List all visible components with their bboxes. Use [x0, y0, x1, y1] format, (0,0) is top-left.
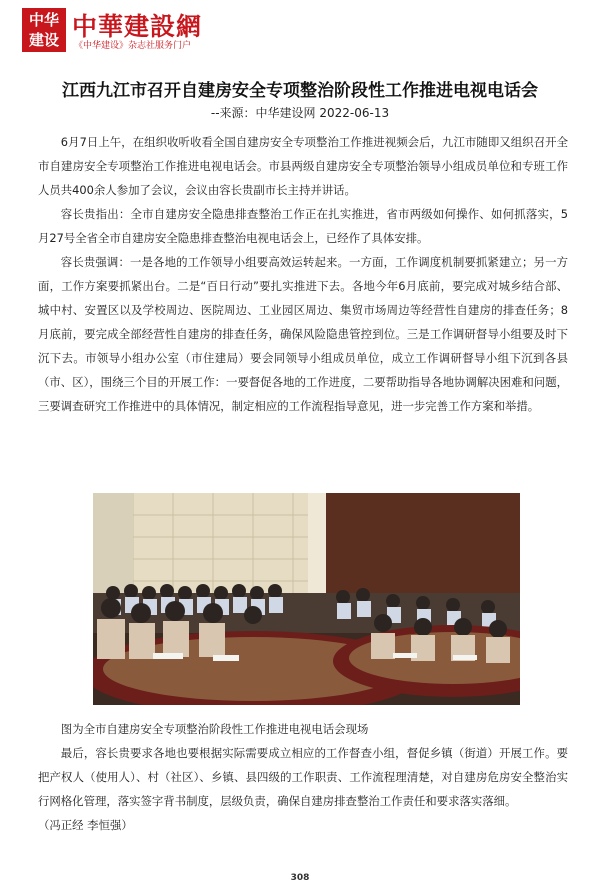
paragraph: 6月7日上午，在组织收听收看全国自建房安全专项整治工作推进视频会后，九江市随即又组织召开全市自建房安全专项整治工作推进电视电话会。市县两级自建房安全专项整治领导小组成员单位和专班工作人员共400余人参加了会议，会议由容长贵副市长主持并讲话。 [38, 135, 568, 197]
meeting-photo [93, 493, 520, 705]
author-credit: （冯正经 李恒强） [38, 818, 133, 832]
photo-caption: 图为全市自建房安全专项整治阶段性工作推进电视电话会现场 [60, 722, 369, 736]
logo-seal-line2: 建设 [28, 31, 59, 49]
meeting-photo-graphic [93, 493, 520, 705]
page-number: 308 [290, 873, 310, 883]
article-source: --来源：中华建设网 2022-06-13 [210, 106, 390, 120]
site-logo[interactable] [22, 8, 222, 52]
logo-seal [22, 8, 66, 52]
paragraph: 最后，容长贵要求各地也要根据实际需要成立相应的工作督查小组，督促乡镇（街道）开展工作。要把产权人（使用人）、村（社区）、乡镇、县四级的工作职责、工作流程理清楚，对自建房危房安全整治实行网格化管理，落实签字背书制度，层级负责，确保自建房排查整治工作责任和要求落实落细。 [38, 746, 568, 808]
logo-tagline: 《中华建设》杂志社服务门户 [74, 41, 192, 51]
logo-name: 中華建設網 [72, 12, 203, 41]
paragraph: 容长贵指出：全市自建房安全隐患排查整治工作正在扎实推进，省市两级如何操作、如何抓落实，5月27号全省全市自建房安全隐患排查整治电视电话会上，已经作了具体安排。 [38, 207, 568, 245]
article-body-bottom [38, 717, 568, 837]
paragraph: 容长贵强调：一是各地的工作领导小组要高效运转起来。一方面，工作调度机制要抓紧建立；另一方面，工作方案要抓紧出台。二是“百日行动”要扎实推进下去。各地今年6月底前，要完成对城乡结合部、城中村、安置区以及学校周边、医院周边、工业园区周边、集贸市场周边等经营性自建房的排查任务；8月底前，要完成全部经营性自建房的排查任务，确保风险隐患管控到位。三是工作调研督导小组要及时下沉下去。市领导小组办公室（市住建局）要会同领导小组成员单位，成立工作调研督导小组下沉到各县（市、区），围绕三个目的开展工作：一要督促各地的工作进度，二要帮助指导各地协调解决困难和问题，三要调查研究工作推进中的具体情况，制定相应的工作流程指导意见，进一步完善工作方案和举措。 [38, 255, 568, 413]
article-body-top [38, 130, 568, 418]
article-title: 江西九江市召开自建房安全专项整治阶段性工作推进电视电话会 [62, 81, 538, 101]
logo-seal-line1: 中华 [28, 11, 59, 29]
